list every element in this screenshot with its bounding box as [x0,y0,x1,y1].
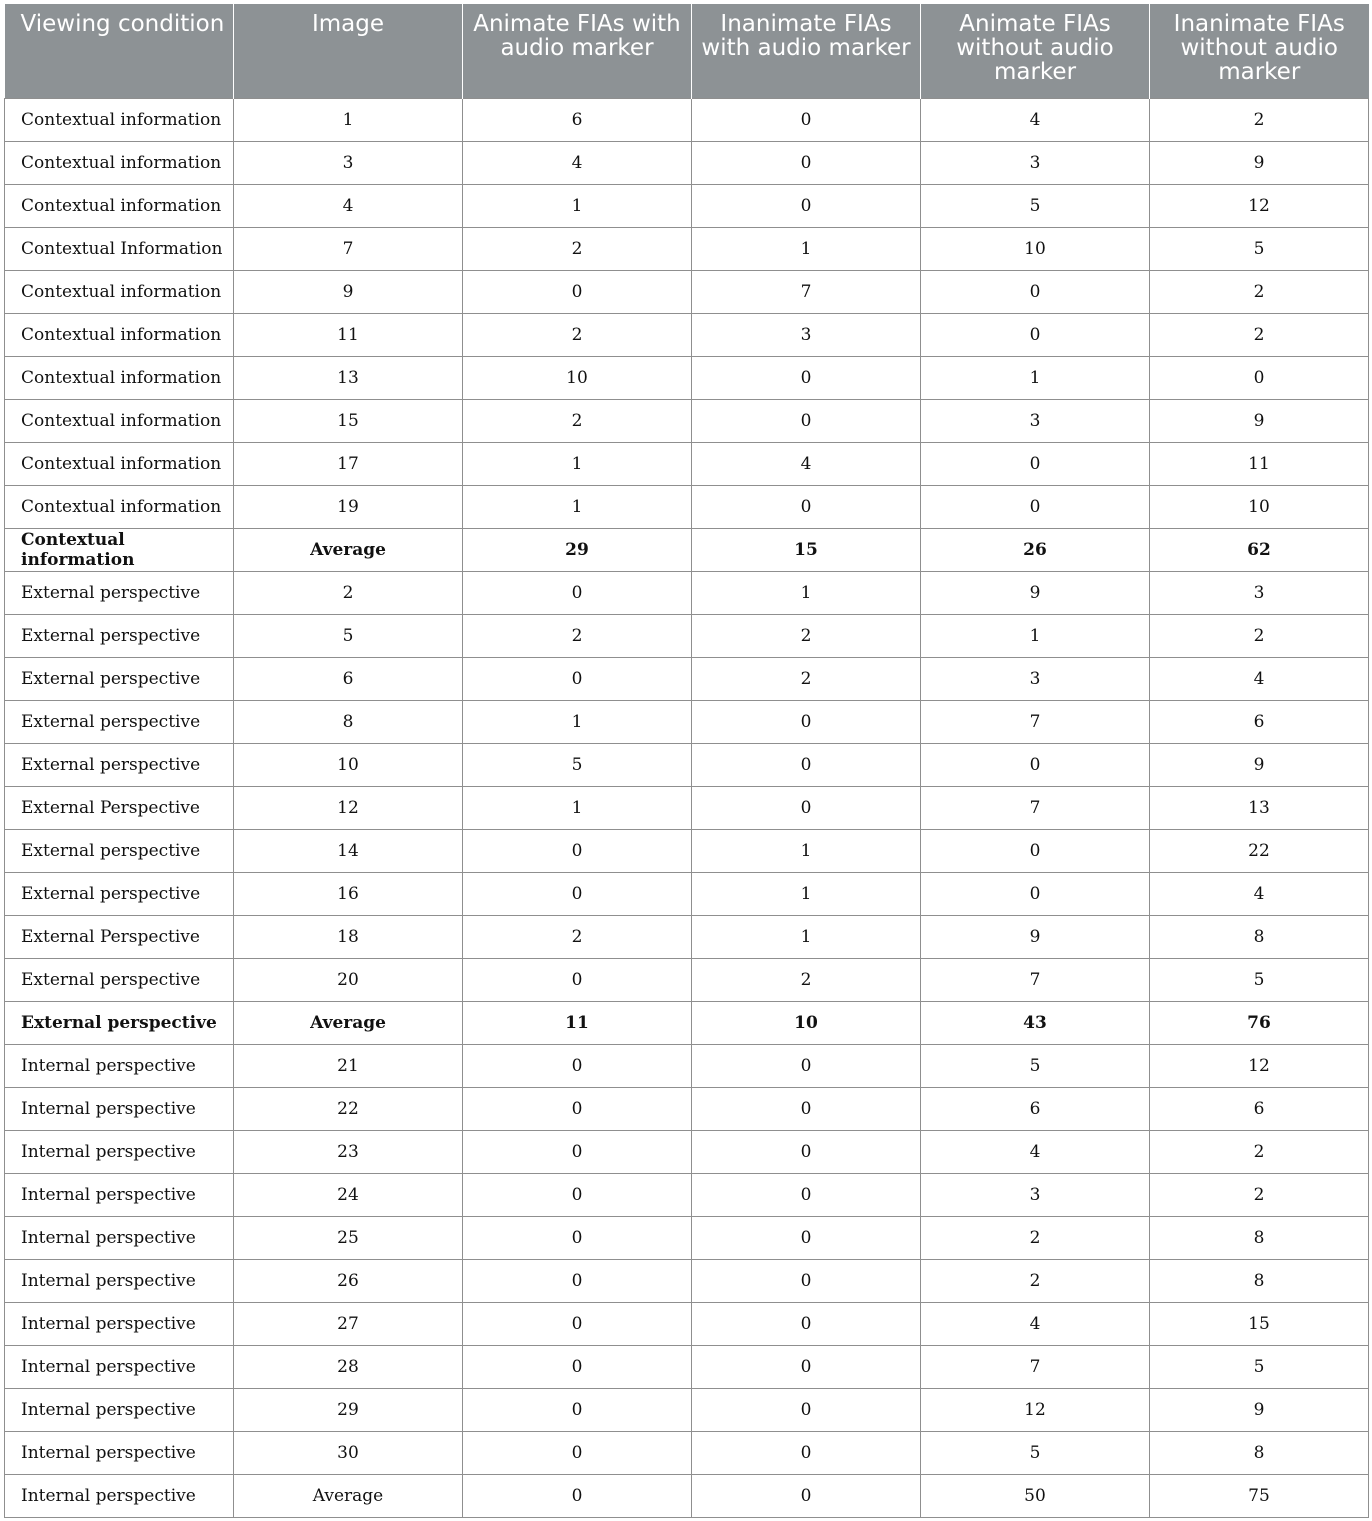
table-row [5,141,1369,184]
cell-image: 5 [234,614,463,657]
cell-image: 26 [234,1259,463,1302]
cell-animate-with-audio: 10 [463,356,692,399]
cell-animate-without-audio: 1 [921,614,1150,657]
cell-animate-without-audio: 5 [921,1431,1150,1474]
cell-animate-without-audio: 2 [921,1259,1150,1302]
cell-image: 19 [234,485,463,528]
cell-animate-without-audio: 12 [921,1388,1150,1431]
cell-viewing-condition: External perspective [5,614,234,657]
cell-image: Average [234,528,463,571]
cell-inanimate-without-audio: 2 [1150,270,1369,313]
cell-viewing-condition: External perspective [5,958,234,1001]
cell-image: 25 [234,1216,463,1259]
cell-inanimate-without-audio: 9 [1150,141,1369,184]
cell-animate-without-audio: 43 [921,1001,1150,1044]
table-row [5,614,1369,657]
cell-inanimate-without-audio: 2 [1150,1173,1369,1216]
cell-animate-without-audio: 1 [921,356,1150,399]
cell-viewing-condition: External perspective [5,743,234,786]
cell-image: 4 [234,184,463,227]
cell-viewing-condition: External perspective [5,1001,234,1044]
cell-viewing-condition: Contextual information [5,485,234,528]
cell-animate-without-audio: 3 [921,1173,1150,1216]
cell-image: 13 [234,356,463,399]
cell-inanimate-with-audio: 0 [692,1087,921,1130]
cell-viewing-condition: Contextual Information [5,227,234,270]
cell-inanimate-without-audio: 5 [1150,1345,1369,1388]
cell-inanimate-with-audio: 0 [692,1044,921,1087]
header-image: Image [234,4,463,98]
cell-inanimate-with-audio: 0 [692,1302,921,1345]
table-row [5,915,1369,958]
cell-animate-without-audio: 0 [921,313,1150,356]
cell-animate-without-audio: 26 [921,528,1150,571]
cell-viewing-condition: Internal perspective [5,1130,234,1173]
cell-image: Average [234,1474,463,1517]
cell-image: 2 [234,571,463,614]
table-row [5,829,1369,872]
cell-inanimate-without-audio: 8 [1150,1259,1369,1302]
table-row [5,1087,1369,1130]
cell-inanimate-with-audio: 2 [692,614,921,657]
cell-inanimate-with-audio: 0 [692,1130,921,1173]
cell-viewing-condition: Internal perspective [5,1173,234,1216]
cell-inanimate-without-audio: 6 [1150,1087,1369,1130]
cell-inanimate-with-audio: 7 [692,270,921,313]
cell-animate-without-audio: 0 [921,270,1150,313]
cell-inanimate-with-audio: 0 [692,1259,921,1302]
cell-inanimate-without-audio: 2 [1150,98,1369,141]
cell-animate-with-audio: 0 [463,1474,692,1517]
cell-viewing-condition: Internal perspective [5,1302,234,1345]
table-row [5,485,1369,528]
cell-inanimate-without-audio: 9 [1150,1388,1369,1431]
cell-animate-without-audio: 3 [921,141,1150,184]
header-inanimate-with-audio: Inanimate FIAs with audio marker [692,4,921,98]
cell-inanimate-with-audio: 1 [692,829,921,872]
table-body [5,98,1369,1517]
cell-viewing-condition: Contextual information [5,98,234,141]
cell-animate-without-audio: 7 [921,786,1150,829]
cell-animate-without-audio: 5 [921,1044,1150,1087]
cell-inanimate-without-audio: 9 [1150,743,1369,786]
cell-image: 11 [234,313,463,356]
cell-animate-without-audio: 9 [921,571,1150,614]
cell-animate-without-audio: 7 [921,700,1150,743]
cell-animate-with-audio: 0 [463,1087,692,1130]
cell-inanimate-with-audio: 0 [692,1431,921,1474]
cell-inanimate-with-audio: 0 [692,141,921,184]
cell-viewing-condition: External perspective [5,571,234,614]
cell-inanimate-with-audio: 0 [692,1345,921,1388]
cell-inanimate-without-audio: 8 [1150,1216,1369,1259]
cell-inanimate-with-audio: 0 [692,700,921,743]
cell-viewing-condition: Internal perspective [5,1431,234,1474]
table-row [5,184,1369,227]
cell-animate-without-audio: 4 [921,1130,1150,1173]
cell-viewing-condition: External perspective [5,872,234,915]
table-row [5,98,1369,141]
cell-inanimate-without-audio: 5 [1150,227,1369,270]
cell-image: 27 [234,1302,463,1345]
cell-animate-with-audio: 11 [463,1001,692,1044]
cell-animate-with-audio: 0 [463,872,692,915]
cell-animate-with-audio: 1 [463,442,692,485]
table-row [5,1302,1369,1345]
cell-viewing-condition: Internal perspective [5,1216,234,1259]
cell-inanimate-with-audio: 1 [692,227,921,270]
table-row [5,872,1369,915]
table-row [5,1044,1369,1087]
cell-image: 1 [234,98,463,141]
cell-image: 8 [234,700,463,743]
table-row-average [5,1001,1369,1044]
cell-viewing-condition: External Perspective [5,915,234,958]
cell-animate-without-audio: 6 [921,1087,1150,1130]
cell-image: 15 [234,399,463,442]
cell-animate-with-audio: 0 [463,1173,692,1216]
cell-animate-without-audio: 0 [921,829,1150,872]
cell-image: 28 [234,1345,463,1388]
table-row [5,1474,1369,1517]
cell-animate-with-audio: 1 [463,485,692,528]
cell-inanimate-without-audio: 0 [1150,356,1369,399]
cell-animate-without-audio: 0 [921,743,1150,786]
cell-image: 20 [234,958,463,1001]
cell-animate-without-audio: 0 [921,485,1150,528]
cell-inanimate-without-audio: 11 [1150,442,1369,485]
cell-inanimate-without-audio: 6 [1150,700,1369,743]
cell-viewing-condition: Contextual information [5,270,234,313]
cell-viewing-condition: Internal perspective [5,1259,234,1302]
cell-image: 21 [234,1044,463,1087]
table-row [5,571,1369,614]
cell-viewing-condition: External perspective [5,657,234,700]
cell-inanimate-with-audio: 0 [692,485,921,528]
cell-animate-without-audio: 10 [921,227,1150,270]
cell-animate-with-audio: 0 [463,270,692,313]
cell-animate-without-audio: 0 [921,442,1150,485]
cell-animate-without-audio: 50 [921,1474,1150,1517]
table-row [5,786,1369,829]
cell-animate-with-audio: 0 [463,1130,692,1173]
cell-inanimate-without-audio: 22 [1150,829,1369,872]
header-animate-without-audio: Animate FIAs without audio marker [921,4,1150,98]
cell-inanimate-with-audio: 2 [692,958,921,1001]
cell-image: 23 [234,1130,463,1173]
cell-animate-with-audio: 0 [463,958,692,1001]
cell-inanimate-with-audio: 1 [692,571,921,614]
table-row [5,1216,1369,1259]
table-row [5,1388,1369,1431]
cell-inanimate-without-audio: 13 [1150,786,1369,829]
cell-inanimate-without-audio: 4 [1150,657,1369,700]
cell-animate-with-audio: 5 [463,743,692,786]
cell-viewing-condition: Contextual information [5,141,234,184]
cell-viewing-condition: Internal perspective [5,1044,234,1087]
cell-inanimate-without-audio: 8 [1150,1431,1369,1474]
cell-inanimate-with-audio: 0 [692,786,921,829]
cell-image: 18 [234,915,463,958]
cell-image: 16 [234,872,463,915]
cell-animate-with-audio: 1 [463,786,692,829]
cell-image: Average [234,1001,463,1044]
cell-inanimate-without-audio: 12 [1150,184,1369,227]
cell-viewing-condition: Contextual information [5,356,234,399]
table-row [5,657,1369,700]
cell-inanimate-without-audio: 2 [1150,614,1369,657]
cell-animate-without-audio: 4 [921,98,1150,141]
cell-animate-with-audio: 2 [463,614,692,657]
table-row [5,958,1369,1001]
table-row [5,442,1369,485]
cell-image: 29 [234,1388,463,1431]
header-viewing-condition: Viewing condition [5,4,234,98]
cell-inanimate-with-audio: 4 [692,442,921,485]
cell-animate-without-audio: 4 [921,1302,1150,1345]
cell-inanimate-with-audio: 0 [692,1474,921,1517]
cell-animate-without-audio: 7 [921,1345,1150,1388]
cell-image: 3 [234,141,463,184]
cell-inanimate-with-audio: 1 [692,915,921,958]
cell-inanimate-without-audio: 62 [1150,528,1369,571]
table-row [5,227,1369,270]
cell-animate-with-audio: 0 [463,1216,692,1259]
cell-viewing-condition: Contextual information [5,442,234,485]
cell-animate-without-audio: 7 [921,958,1150,1001]
cell-viewing-condition: Internal perspective [5,1388,234,1431]
cell-animate-without-audio: 2 [921,1216,1150,1259]
cell-image: 6 [234,657,463,700]
cell-animate-with-audio: 0 [463,1044,692,1087]
cell-inanimate-without-audio: 5 [1150,958,1369,1001]
cell-inanimate-without-audio: 12 [1150,1044,1369,1087]
cell-inanimate-with-audio: 2 [692,657,921,700]
cell-animate-without-audio: 9 [921,915,1150,958]
cell-animate-with-audio: 0 [463,571,692,614]
cell-image: 12 [234,786,463,829]
cell-viewing-condition: Contextual information [5,528,234,571]
cell-inanimate-with-audio: 0 [692,1388,921,1431]
cell-inanimate-without-audio: 8 [1150,915,1369,958]
cell-animate-with-audio: 0 [463,1302,692,1345]
cell-animate-with-audio: 0 [463,1345,692,1388]
table-row [5,399,1369,442]
cell-animate-with-audio: 6 [463,98,692,141]
table-row [5,1431,1369,1474]
cell-viewing-condition: Contextual information [5,313,234,356]
cell-animate-with-audio: 0 [463,1431,692,1474]
cell-animate-with-audio: 2 [463,313,692,356]
cell-animate-with-audio: 0 [463,657,692,700]
cell-inanimate-with-audio: 0 [692,1216,921,1259]
cell-inanimate-without-audio: 9 [1150,399,1369,442]
cell-animate-with-audio: 2 [463,227,692,270]
cell-inanimate-with-audio: 10 [692,1001,921,1044]
cell-inanimate-without-audio: 2 [1150,313,1369,356]
cell-viewing-condition: External Perspective [5,786,234,829]
cell-animate-with-audio: 1 [463,184,692,227]
table-header [5,4,1369,98]
cell-animate-without-audio: 0 [921,872,1150,915]
cell-inanimate-without-audio: 4 [1150,872,1369,915]
cell-animate-with-audio: 4 [463,141,692,184]
cell-inanimate-with-audio: 0 [692,98,921,141]
cell-image: 9 [234,270,463,313]
cell-viewing-condition: Internal perspective [5,1345,234,1388]
header-inanimate-without-audio: Inanimate FIAs without audio marker [1150,4,1369,98]
cell-viewing-condition: External perspective [5,829,234,872]
cell-inanimate-without-audio: 76 [1150,1001,1369,1044]
cell-animate-with-audio: 0 [463,1259,692,1302]
cell-inanimate-with-audio: 0 [692,1173,921,1216]
cell-image: 22 [234,1087,463,1130]
cell-inanimate-without-audio: 15 [1150,1302,1369,1345]
cell-viewing-condition: Contextual information [5,399,234,442]
cell-image: 30 [234,1431,463,1474]
cell-animate-with-audio: 0 [463,829,692,872]
cell-animate-without-audio: 3 [921,399,1150,442]
cell-viewing-condition: Internal perspective [5,1474,234,1517]
cell-animate-with-audio: 29 [463,528,692,571]
cell-image: 14 [234,829,463,872]
cell-image: 10 [234,743,463,786]
cell-inanimate-without-audio: 10 [1150,485,1369,528]
cell-inanimate-with-audio: 0 [692,743,921,786]
cell-inanimate-with-audio: 0 [692,356,921,399]
table-row [5,1259,1369,1302]
header-row [5,4,1369,98]
cell-animate-without-audio: 5 [921,184,1150,227]
table-row [5,356,1369,399]
header-animate-with-audio: Animate FIAs with audio marker [463,4,692,98]
table-row [5,313,1369,356]
cell-inanimate-without-audio: 75 [1150,1474,1369,1517]
fia-counts-table [4,4,1369,1518]
cell-inanimate-with-audio: 1 [692,872,921,915]
cell-animate-without-audio: 3 [921,657,1150,700]
table-row [5,270,1369,313]
cell-image: 17 [234,442,463,485]
cell-inanimate-without-audio: 2 [1150,1130,1369,1173]
cell-animate-with-audio: 0 [463,1388,692,1431]
cell-image: 24 [234,1173,463,1216]
cell-animate-with-audio: 1 [463,700,692,743]
cell-inanimate-with-audio: 15 [692,528,921,571]
cell-inanimate-with-audio: 3 [692,313,921,356]
cell-viewing-condition: Contextual information [5,184,234,227]
cell-viewing-condition: Internal perspective [5,1087,234,1130]
table-row [5,1130,1369,1173]
table-row [5,1173,1369,1216]
cell-animate-with-audio: 2 [463,915,692,958]
table-row [5,700,1369,743]
cell-animate-with-audio: 2 [463,399,692,442]
cell-inanimate-with-audio: 0 [692,399,921,442]
table-row-average [5,528,1369,571]
cell-inanimate-with-audio: 0 [692,184,921,227]
table-row [5,743,1369,786]
cell-viewing-condition: External perspective [5,700,234,743]
cell-inanimate-without-audio: 3 [1150,571,1369,614]
cell-image: 7 [234,227,463,270]
table-row [5,1345,1369,1388]
